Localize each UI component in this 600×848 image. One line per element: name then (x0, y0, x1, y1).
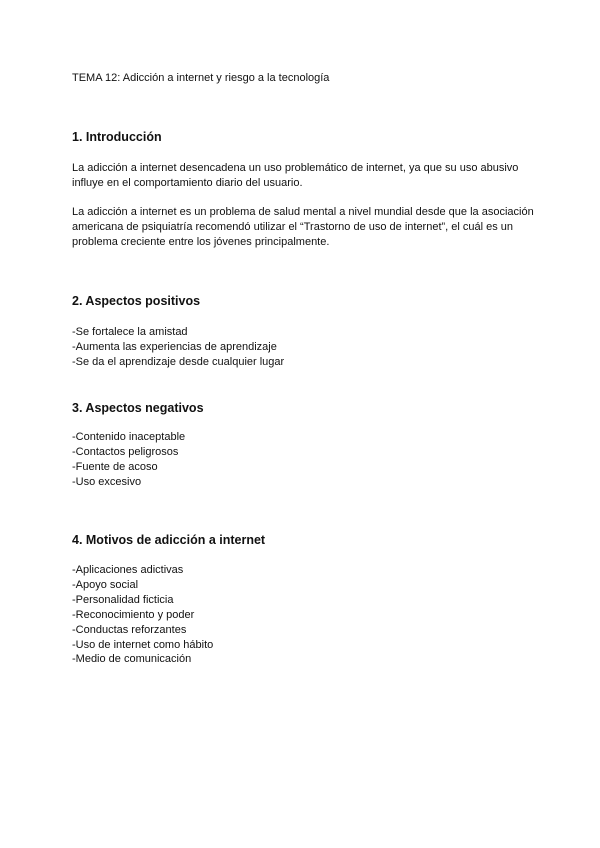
section-heading-aspectos-negativos: 3. Aspectos negativos (72, 401, 204, 415)
list-item: -Apoyo social (72, 578, 139, 591)
list-item: -Contenido inaceptable (72, 431, 186, 443)
section-heading-aspectos-positivos: 2. Aspectos positivos (72, 294, 201, 308)
list-item: -Aplicaciones adictivas (72, 564, 184, 576)
list-item: -Reconocimiento y poder (72, 608, 195, 621)
list-item: -Fuente de acoso (72, 460, 158, 473)
addiction-reasons-list (72, 563, 213, 667)
negative-aspects-list (72, 430, 185, 490)
section-heading-motivos-adiccion: 4. Motivos de adicción a internet (72, 533, 266, 547)
list-item: -Personalidad ficticia (72, 593, 174, 606)
section-heading-introduccion: 1. Introducción (72, 130, 162, 144)
list-item: -Aumenta las experiencias de aprendizaje (72, 340, 277, 353)
list-item: -Medio de comunicación (72, 653, 192, 666)
list-item: -Contactos peligrosos (72, 445, 179, 458)
list-item: -Se fortalece la amistad (72, 326, 188, 338)
intro-paragraph-2: La adicción a internet es un problema de salud mental a nivel mundial desde que la asociación americana de psiquiatría recomendó utilizar el “Trastorno de uso de internet”, el cuál es un problema creciente entre los jóvenes principalmente. (72, 206, 534, 248)
list-item: -Se da el aprendizaje desde cualquier lugar (72, 355, 285, 368)
list-item: -Uso excesivo (72, 475, 142, 488)
intro-paragraph-1: La adicción a internet desencadena un uso problemático de internet, ya que su uso abusivo influye en el comportamiento diario del usuario. (72, 162, 519, 189)
list-item: -Uso de internet como hábito (72, 638, 214, 651)
positive-aspects-list (72, 325, 284, 370)
list-item: -Conductas reforzantes (72, 623, 187, 636)
document-title: TEMA 12: Adicción a internet y riesgo a la tecnología (72, 72, 330, 84)
